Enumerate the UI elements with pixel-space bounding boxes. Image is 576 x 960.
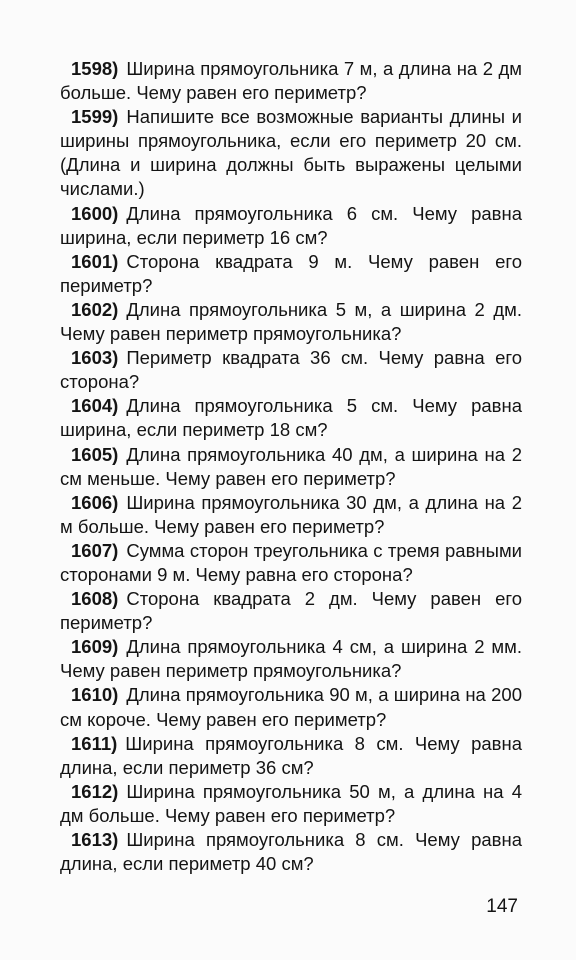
problem-number: 1612) [71, 780, 119, 802]
problem-item [60, 732, 522, 780]
problem-item [60, 298, 522, 346]
problem-number: 1611) [71, 732, 118, 754]
problem-number: 1602) [71, 298, 119, 320]
problem-number: 1598) [71, 58, 119, 79]
problem-number: 1599) [71, 106, 119, 128]
problem-item [60, 346, 522, 394]
problem-text: Сторона квадрата 2 дм. Чему равен его периметр? [60, 588, 522, 634]
page-number: 147 [486, 896, 518, 917]
problem-text: Напишите все возможные варианты длины и ширины прямоугольника, если его периметр 20 см. (Длина и ширина должны быть выражены целыми числами.) [60, 106, 522, 200]
problem-number: 1609) [71, 636, 119, 658]
problem-list [60, 57, 522, 876]
problem-text: Ширина прямоугольника 30 дм, а длина на 2 м больше. Чему равен его периметр? [60, 491, 522, 537]
problem-text: Ширина прямоугольника 8 см. Чему равна длина, если периметр 40 см? [60, 829, 522, 875]
problem-number: 1600) [71, 202, 119, 224]
problem-text: Длина прямоугольника 5 см. Чему равна ширина, если периметр 18 см? [60, 395, 522, 441]
problem-number: 1613) [71, 829, 119, 850]
problem-item [60, 105, 522, 201]
problem-item [60, 635, 522, 683]
problem-text: Сторона квадрата 9 м. Чему равен его периметр? [60, 250, 522, 296]
problem-item [60, 250, 522, 298]
problem-item [60, 491, 522, 539]
problem-item [60, 828, 522, 876]
problem-number: 1607) [71, 539, 119, 561]
problem-text: Длина прямоугольника 90 м, а ширина на 200 см короче. Чему равен его периметр? [60, 684, 522, 730]
problem-text: Длина прямоугольника 6 см. Чему равна ширина, если периметр 16 см? [60, 202, 522, 248]
problem-number: 1606) [71, 491, 119, 513]
problem-text: Длина прямоугольника 5 м, а ширина 2 дм. Чему равен периметр прямоугольника? [60, 298, 522, 345]
problem-item [60, 443, 522, 491]
problem-text: Ширина прямоугольника 50 м, а длина на 4 дм больше. Чему равен его периметр? [60, 780, 522, 826]
problem-item [60, 539, 522, 587]
problem-text: Ширина прямоугольника 7 м, а длина на 2 дм больше. Чему равен его периметр? [60, 58, 522, 104]
problem-text: Периметр квадрата 36 см. Чему равна его сторона? [60, 347, 522, 393]
problem-text: Длина прямоугольника 4 см, а ширина 2 мм. Чему равен периметр прямоугольника? [60, 636, 522, 682]
problem-item [60, 202, 522, 250]
problem-text: Сумма сторон треугольника с тремя равными сторонами 9 м. Чему равна его сторона? [60, 539, 522, 585]
problem-number: 1608) [71, 588, 119, 610]
problem-number: 1605) [71, 443, 119, 465]
problem-number: 1610) [71, 684, 119, 706]
problem-number: 1603) [71, 347, 119, 369]
problem-text: Длина прямоугольника 40 дм, а ширина на 2 см меньше. Чему равен его периметр? [60, 443, 522, 489]
problem-number: 1601) [71, 250, 119, 272]
problem-item [60, 57, 522, 105]
problem-item [60, 780, 522, 828]
problem-item [60, 683, 522, 731]
problem-item [60, 587, 522, 635]
problem-number: 1604) [71, 395, 119, 417]
problem-text: Ширина прямоугольника 8 см. Чему равна длина, если периметр 36 см? [60, 732, 522, 778]
problem-item [60, 394, 522, 442]
